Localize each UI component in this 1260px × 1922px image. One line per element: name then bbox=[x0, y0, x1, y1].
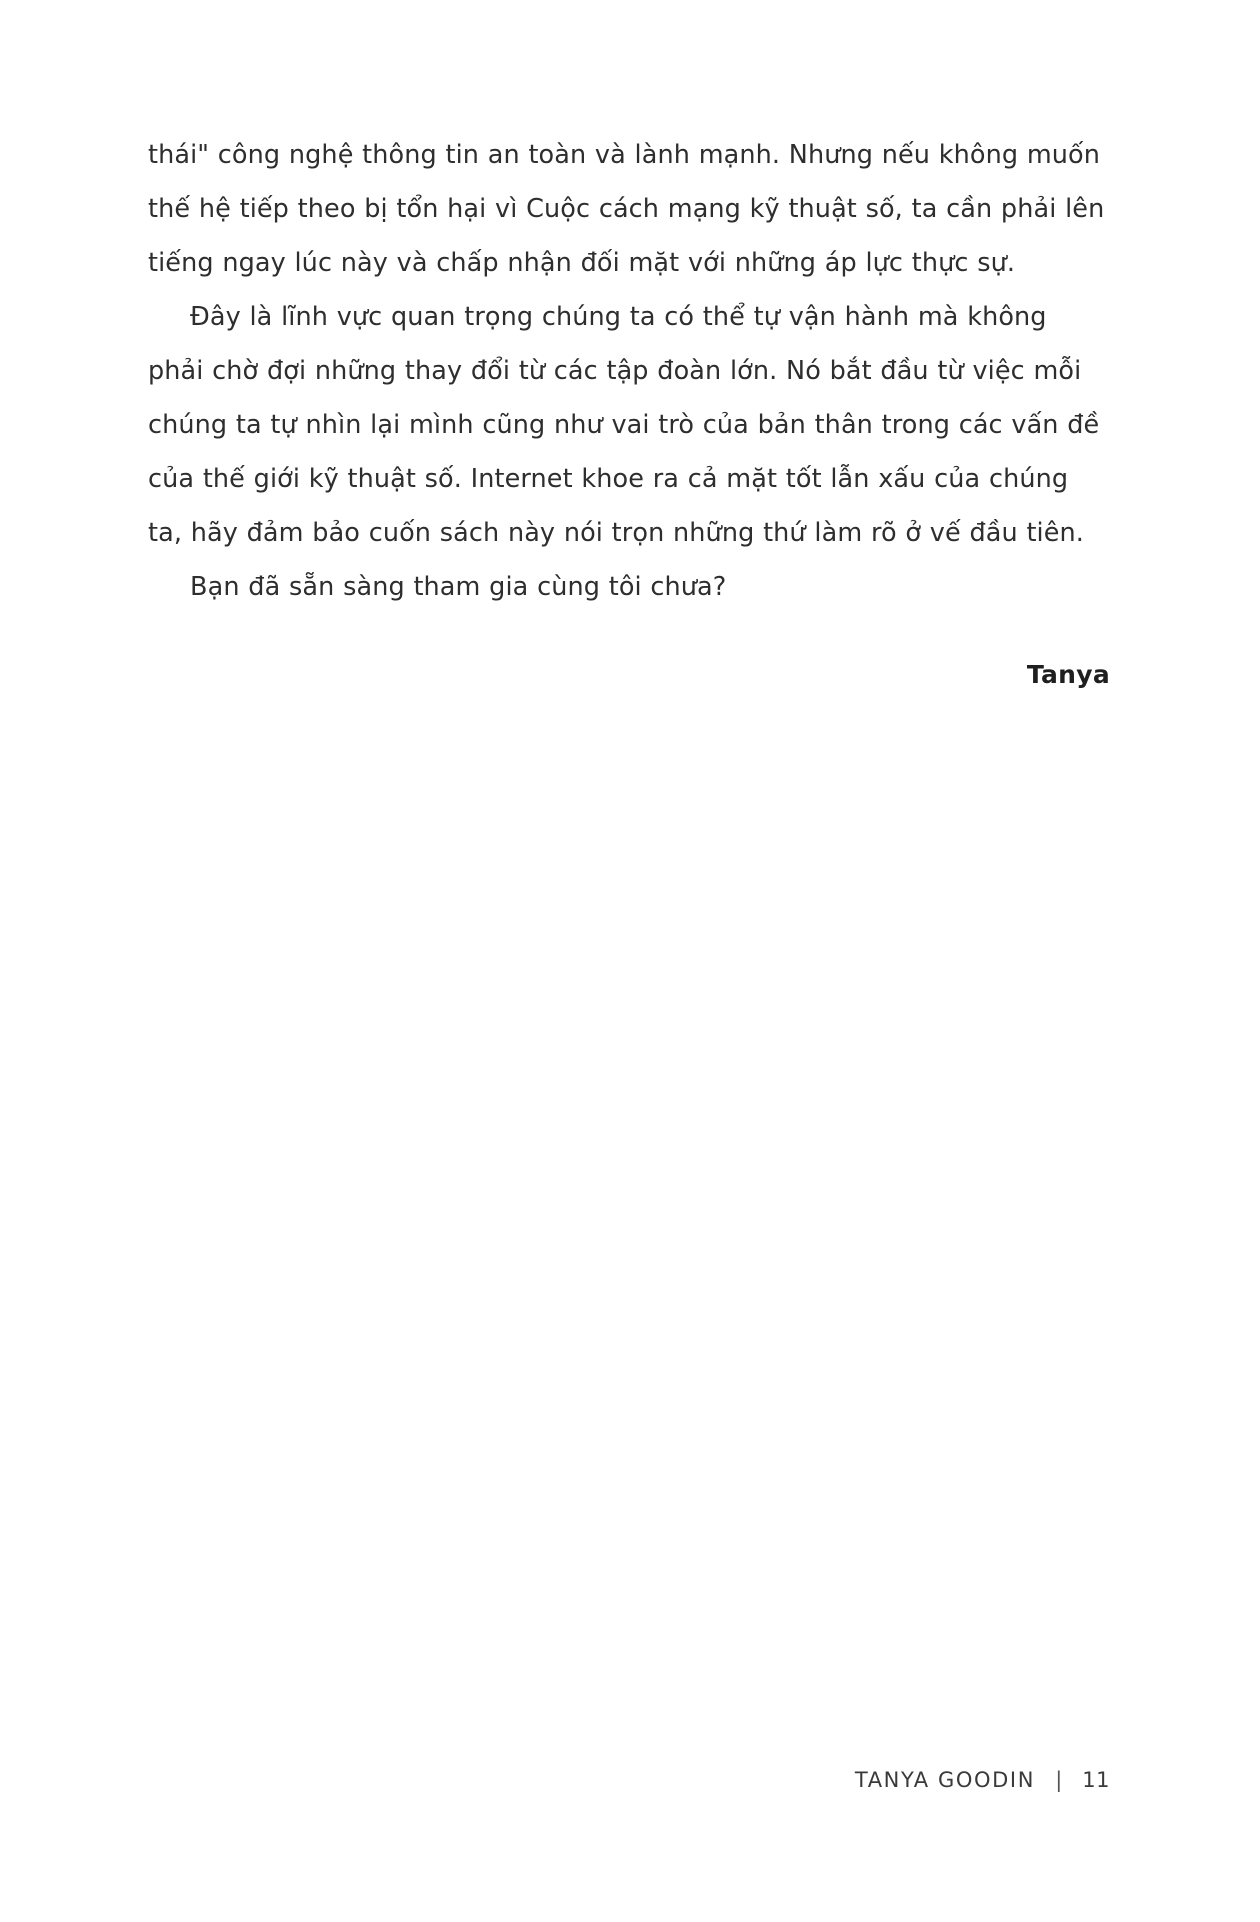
footer-separator: | bbox=[1055, 1768, 1064, 1792]
paragraph-3: Bạn đã sẵn sàng tham gia cùng tôi chưa? bbox=[190, 572, 727, 602]
page-body bbox=[148, 128, 1110, 689]
page-footer bbox=[148, 1768, 1110, 1792]
page-number: 11 bbox=[1082, 1768, 1110, 1792]
paragraph-1: thái" công nghệ thông tin an toàn và lành mạnh. Nhưng nếu không muốn thế hệ tiếp theo bị tổn hại vì Cuộc cách mạng kỹ thuật số, ta cần phải lên tiếng ngay lúc này và chấp nhận đối mặt với những áp lực thực sự. bbox=[148, 140, 1105, 278]
footer-author: TANYA GOODIN bbox=[854, 1768, 1036, 1792]
signature: Tanya bbox=[1026, 660, 1110, 689]
paragraph-2: Đây là lĩnh vực quan trọng chúng ta có thể tự vận hành mà không phải chờ đợi những thay đổi từ các tập đoàn lớn. Nó bắt đầu từ việc mỗi chúng ta tự nhìn lại mình cũng như vai trò của bản thân trong các vấn đề của thế giới kỹ thuật số. Internet khoe ra cả mặt tốt lẫn xấu của chúng ta, hãy đảm bảo cuốn sách này nói trọn những thứ làm rõ ở vế đầu tiên. bbox=[148, 302, 1100, 548]
